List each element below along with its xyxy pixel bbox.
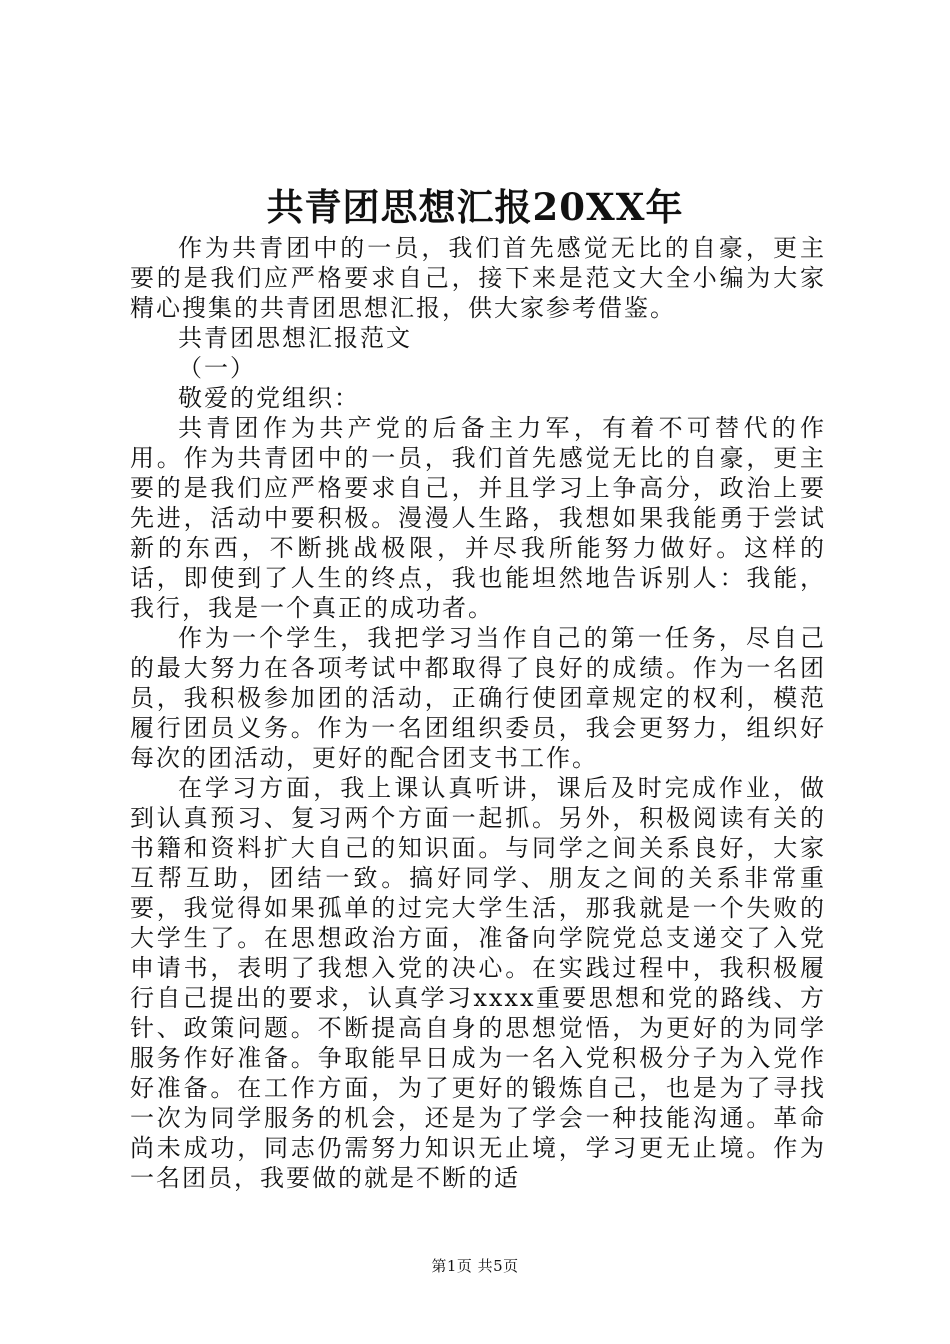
- body-paragraph: 作为一个学生，我把学习当作自己的第一任务，尽自己的最大努力在各项考试中都取得了良好的成绩。作为一名团员，我积极参加团的活动，正确行使团章规定的权利，模范履行团员义务。作为一名团组织委员，我会更努力，组织好每次的团活动，更好的配合团支书工作。: [130, 624, 826, 772]
- document-title: 共青团思想汇报20XX年: [266, 185, 684, 229]
- page-number-footer: 第1页 共5页: [431, 1257, 519, 1275]
- document-body: [130, 233, 826, 1193]
- section-heading: 共青团思想汇报范文: [178, 324, 412, 352]
- intro-paragraph: 作为共青团中的一员，我们首先感觉无比的自豪，更主要的是我们应严格要求自己，接下来是范文大全小编为大家精心搜集的共青团思想汇报，供大家参考借鉴。: [130, 234, 826, 322]
- body-paragraph: 在学习方面，我上课认真听讲，课后及时完成作业，做到认真预习、复习两个方面一起抓。另外，积极阅读有关的书籍和资料扩大自己的知识面。与同学之间关系良好，大家互帮互助，团结一致。搞好同学、朋友之间的关系非常重要，我觉得如果孤单的过完大学生活，那我就是一个失败的大学生了。在思想政治方面，准备向学院党总支递交了入党申请书，表明了我想入党的决心。在实践过程中，我积极履行自己提出的要求，认真学习xxxx重要思想和党的路线、方针、政策问题。不断提高自身的思想觉悟，为更好的为同学服务作好准备。争取能早日成为一名入党积极分子为入党作好准备。在工作方面，为了更好的锻炼自己，也是为了寻找一次为同学服务的机会，还是为了学会一种技能沟通。革命尚未成功，同志仍需努力知识无止境，学习更无止境。作为一名团员，我要做的就是不断的适: [130, 774, 826, 1192]
- section-number: （一）: [178, 354, 256, 382]
- salutation: 敬爱的党组织：: [178, 384, 360, 412]
- body-paragraph: 共青团作为共产党的后备主力军，有着不可替代的作用。作为共青团中的一员，我们首先感觉无比的自豪，更主要的是我们应严格要求自己，并且学习上争高分，政治上要先进，活动中要积极。漫漫人生路，我想如果我能勇于尝试新的东西，不断挑战极限，并尽我所能努力做好。这样的话，即使到了人生的终点，我也能坦然地告诉别人：我能，我行，我是一个真正的成功者。: [130, 414, 826, 622]
